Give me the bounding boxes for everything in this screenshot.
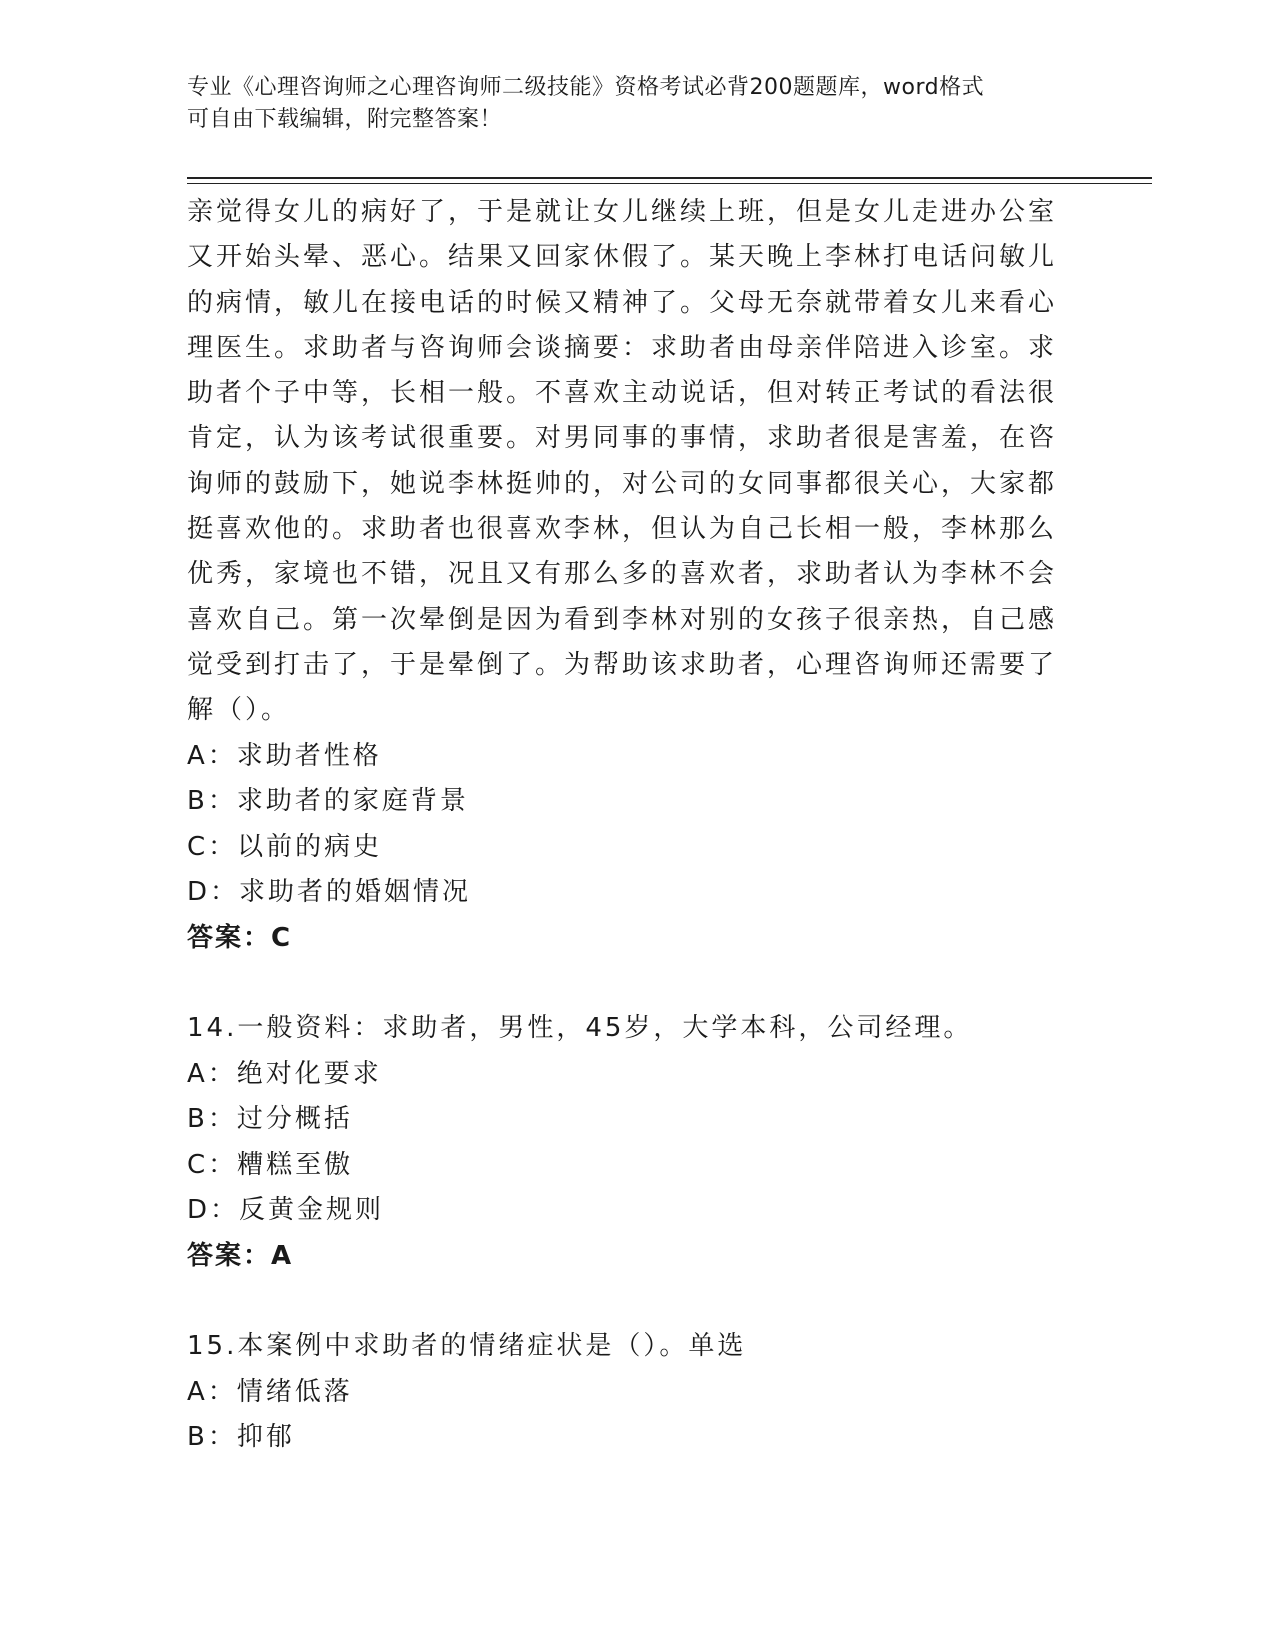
option-c: C：糟糕至傲 [187,1149,354,1180]
spacer [187,1279,1067,1324]
answer: 答案：C [187,922,293,953]
question-13 [187,190,1067,961]
option-b: B：过分概括 [187,1104,353,1135]
option-b: B：求助者的家庭背景 [187,786,469,817]
document-header [187,72,1067,136]
option-c: C：以前的病史 [187,831,383,862]
option-a: A：求助者性格 [187,740,382,771]
option-b: B：抑郁 [187,1422,295,1453]
header-divider [187,177,1152,179]
question-stem: 15.本案例中求助者的情绪症状是（）。单选 [187,1331,747,1362]
option-a: A：情绪低落 [187,1376,353,1407]
question-14 [187,1006,1067,1279]
option-a: A：绝对化要求 [187,1058,382,1089]
option-d: D：求助者的婚姻情况 [187,877,472,908]
question-stem: 14.一般资料：求助者，男性，45岁，大学本科，公司经理。 [187,1013,973,1044]
header-divider-thin [187,183,1152,184]
header-line-1: 专业《心理咨询师之心理咨询师二级技能》资格考试必背200题题库，word格式 [187,75,985,100]
spacer [187,961,1067,1006]
question-15 [187,1324,1067,1461]
header-line-2: 可自由下载编辑，附完整答案！ [187,107,503,132]
option-d: D：反黄金规则 [187,1195,385,1226]
answer: 答案：A [187,1240,294,1271]
document-body [187,190,1067,1461]
question-stem: 亲觉得女儿的病好了，于是就让女儿继续上班，但是女儿走进办公室又开始头晕、恶心。结果又回家休假了。某天晚上李林打电话问敏儿的病情，敏儿在接电话的时候又精神了。父母无奈就带着女儿来看心理医生。求助者与咨询师会谈摘要：求助者由母亲伴陪进入诊室。求助者个子中等，长相一般。不喜欢主动说话，但对转正考试的看法很肯定，认为该考试很重要。对男同事的事情，求助者很是害羞，在咨询师的鼓励下，她说李林挺帅的，对公司的女同事都很关心，大家都挺喜欢他的。求助者也很喜欢李林，但认为自己长相一般，李林那么优秀，家境也不错，况且又有那么多的喜欢者，求助者认为李林不会喜欢自己。第一次晕倒是因为看到李林对别的女孩子很亲热，自己感觉受到打击了，于是晕倒了。为帮助该求助者，心理咨询师还需要了解（）。 [187,197,1058,726]
